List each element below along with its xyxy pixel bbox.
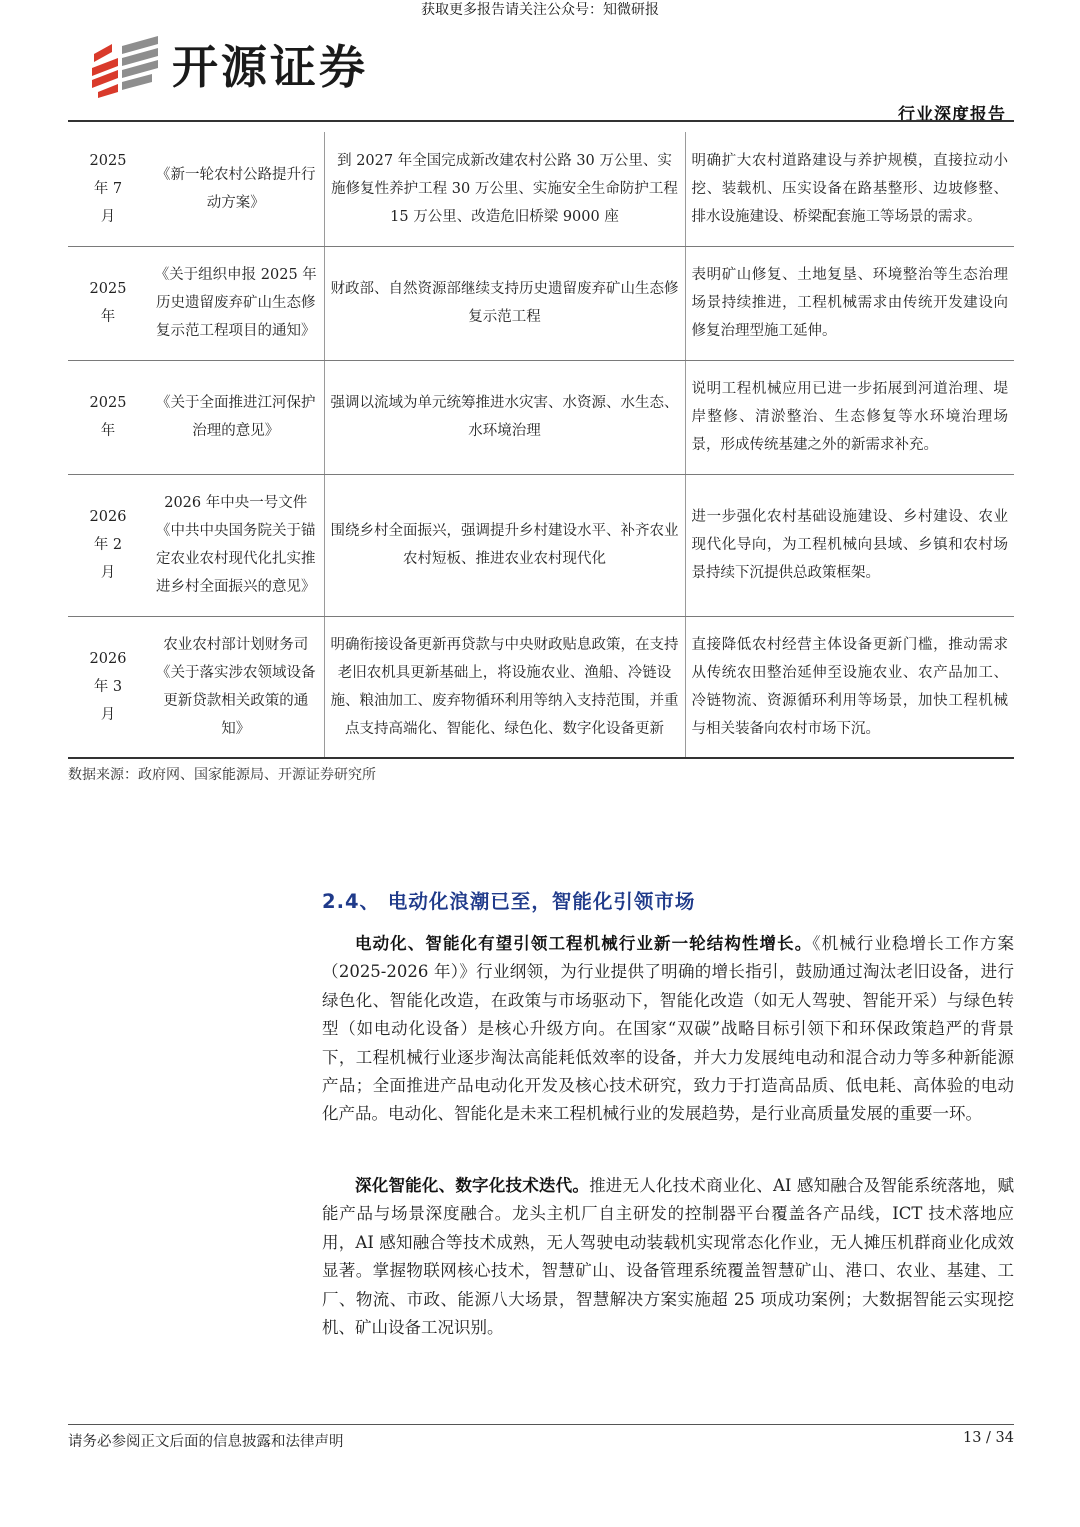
impact-cell: 直接降低农村经营主体设备更新门槛，推动需求从传统农田整治延伸至设施农业、农产品加工、冷链物流、资源循环利用等场景，加快工程机械与相关装备向农村市场下沉。 [685, 616, 1014, 758]
content-cell: 到 2027 年全国完成新改建农村公路 30 万公里、实施修复性养护工程 30 万公里、实施安全生命防护工程 15 万公里、改造危旧桥梁 9000 座 [324, 132, 685, 246]
source-note: 数据来源：政府网、国家能源局、开源证券研究所 [68, 767, 376, 783]
date-cell: 2025 年 7 月 [68, 132, 148, 246]
footer-divider [68, 1424, 1014, 1425]
document-cell: 《新一轮农村公路提升行动方案》 [148, 132, 324, 246]
section-title: 2.4、 电动化浪潮已至，智能化引领市场 [322, 890, 696, 913]
date-cell: 2026 年 2 月 [68, 474, 148, 616]
content-cell: 围绕乡村全面振兴，强调提升乡村建设水平、补齐农业农村短板、推进农业农村现代化 [324, 474, 685, 616]
document-cell: 《关于全面推进江河保护治理的意见》 [148, 360, 324, 474]
document-cell: 2026 年中央一号文件《中共中央国务院关于锚定农业农村现代化扎实推进乡村全面振兴的意见》 [148, 474, 324, 616]
body-paragraph [322, 1172, 1014, 1342]
policy-table [68, 132, 1014, 759]
date-cell: 2025 年 [68, 360, 148, 474]
paragraph-lead: 电动化、智能化有望引领工程机械行业新一轮结构性增长。 [355, 934, 813, 953]
content-cell: 强调以流域为单元统筹推进水灾害、水资源、水生态、水环境治理 [324, 360, 685, 474]
page-number: 13 / 34 [962, 1430, 1014, 1446]
document-cell: 《关于组织申报 2025 年历史遗留废弃矿山生态修复示范工程项目的通知》 [148, 246, 324, 360]
footer-disclaimer: 请务必参阅正文后面的信息披露和法律声明 [68, 1434, 344, 1450]
header-divider [68, 120, 1014, 122]
date-cell: 2025 年 [68, 246, 148, 360]
date-cell: 2026 年 3 月 [68, 616, 148, 758]
top-banner: 获取更多报告请关注公众号：知微研报 [421, 2, 659, 18]
brand-logo [88, 36, 418, 100]
table-row [68, 132, 1014, 246]
report-type: 行业深度报告 [898, 105, 1006, 125]
content-cell: 明确衔接设备更新再贷款与中央财政贴息政策，在支持老旧农机具更新基础上，将设施农业、渔船、冷链设施、粮油加工、废弃物循环利用等纳入支持范围，并重点支持高端化、智能化、绿色化、数字化设备更新 [324, 616, 685, 758]
content-cell: 财政部、自然资源部继续支持历史遗留废弃矿山生态修复示范工程 [324, 246, 685, 360]
impact-cell: 进一步强化农村基础设施建设、乡村建设、农业现代化导向，为工程机械向县域、乡镇和农村场景持续下沉提供总政策框架。 [685, 474, 1014, 616]
table-row [68, 360, 1014, 474]
table-row [68, 616, 1014, 758]
paragraph-lead: 深化智能化、数字化技术迭代。 [355, 1176, 590, 1195]
impact-cell: 表明矿山修复、土地复垦、环境整治等生态治理场景持续推进，工程机械需求由传统开发建设向修复治理型施工延伸。 [685, 246, 1014, 360]
impact-cell: 说明工程机械应用已进一步拓展到河道治理、堤岸整修、清淤整治、生态修复等水环境治理场景，形成传统基建之外的新需求补充。 [685, 360, 1014, 474]
table-row [68, 474, 1014, 616]
brand-name: 开源证券 [172, 40, 368, 94]
table-row [68, 246, 1014, 360]
document-cell: 农业农村部计划财务司《关于落实涉农领域设备更新贷款相关政策的通知》 [148, 616, 324, 758]
paragraph-body: 推进无人化技术商业化、AI 感知融合及智能系统落地，赋能产品与场景深度融合。龙头主机厂自主研发的控制器平台覆盖各产品线，ICT 技术落地应用，AI 感知融合等技术成熟，无人驾驶电动装载机实现常态化作业，无人摊压机群商业化成效显著。掌握物联网核心技术，智慧矿山、设备管理系统覆盖智慧矿山、港口、农业、基建、工厂、物流、市政、能源八大场景，智慧解决方案实施超 25 项成功案例；大数据智能云实现挖机、矿山设备工况识别。 [322, 1176, 1014, 1338]
logo-mark-icon [88, 36, 160, 98]
body-paragraph [322, 930, 1014, 1129]
paragraph-body: 《机械行业稳增长工作方案（2025-2026 年）》行业纲领，为行业提供了明确的增长指引，鼓励通过淘汰老旧设备，进行绿色化、智能化改造，在政策与市场驱动下，智能化改造（如无人驾驶、智能开采）与绿色转型（如电动化设备）是核心升级方向。在国家“双碳”战略目标引领下和环保政策趋严的背景下，工程机械行业逐步淘汰高能耗低效率的设备，并大力发展纯电动和混合动力等多种新能源产品；全面推进产品电动化开发及核心技术研究，致力于打造高品质、低电耗、高体验的电动化产品。电动化、智能化是未来工程机械行业的发展趋势，是行业高质量发展的重要一环。 [322, 934, 1015, 1124]
impact-cell: 明确扩大农村道路建设与养护规模，直接拉动小挖、装载机、压实设备在路基整形、边坡修整、排水设施建设、桥梁配套施工等场景的需求。 [685, 132, 1014, 246]
